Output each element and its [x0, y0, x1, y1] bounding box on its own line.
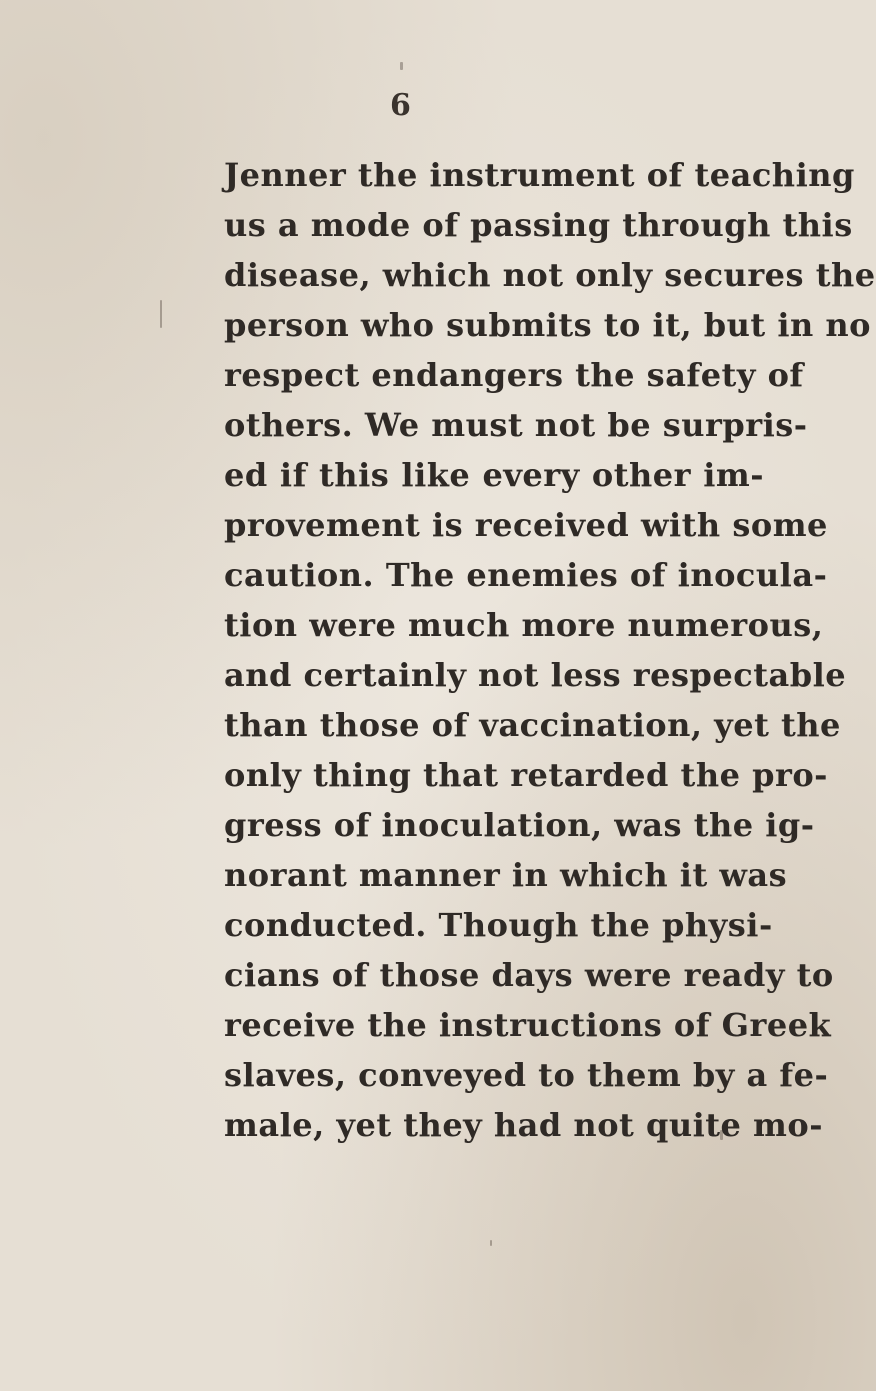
text-line: norant manner in which it was — [224, 856, 788, 894]
text-line: cians of those days were ready to — [224, 956, 834, 994]
text-line: tion were much more numerous, — [224, 606, 824, 644]
text-line: conducted. Though the physi- — [224, 906, 773, 944]
text-line: slaves, conveyed to them by a fe- — [224, 1056, 829, 1094]
text-line: others. We must not be surpris- — [224, 406, 808, 444]
paper-speck — [720, 1130, 723, 1140]
text-line: male, yet they had not quite mo- — [224, 1106, 824, 1144]
text-line: Jenner the instrument of teaching — [224, 156, 855, 194]
paper-speck — [775, 620, 789, 623]
text-line: receive the instructions of Greek — [224, 1006, 832, 1044]
text-line: person who submits to it, but in no — [224, 306, 871, 344]
paper-speck — [400, 62, 403, 70]
text-line: disease, which not only secures the — [224, 256, 876, 294]
text-line: provement is received with some — [224, 506, 828, 544]
text-line: respect endangers the safety of — [224, 356, 804, 394]
text-line: caution. The enemies of inocula- — [224, 556, 828, 594]
paper-speck — [490, 1240, 492, 1246]
page-number: 6 — [390, 88, 411, 123]
text-line: only thing that retarded the pro- — [224, 756, 828, 794]
body-text — [224, 150, 876, 1150]
paper-speck — [160, 300, 162, 328]
text-line: ed if this like every other im- — [224, 456, 764, 494]
text-line: us a mode of passing through this — [224, 206, 853, 244]
text-line: than those of vaccination, yet the — [224, 706, 841, 744]
text-line: gress of inoculation, was the ig- — [224, 806, 815, 844]
text-line: and certainly not less respectable — [224, 656, 847, 694]
